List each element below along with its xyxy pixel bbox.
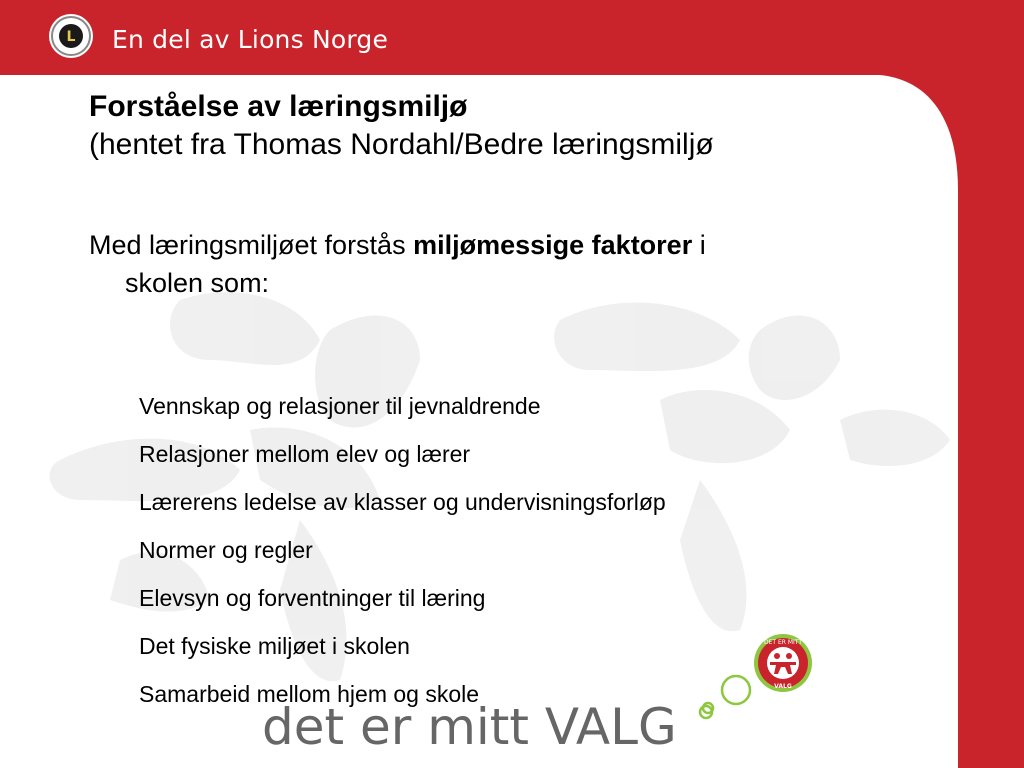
list-item: Lærerens ledelse av klasser og undervisningsforløp (139, 489, 666, 515)
footer-logo-text: det er mitt VALG (262, 698, 677, 756)
title-main: Forståelse av læringsmiljø (89, 90, 468, 123)
list-item: Samarbeid mellom hjem og skole (139, 681, 480, 707)
list-item: Det fysiske miljøet i skolen (139, 633, 410, 659)
list-item: Normer og regler (139, 537, 313, 563)
list-item: Elevsyn og forventninger til læring (139, 585, 486, 611)
intro-emphasis: miljømessige faktorer (413, 230, 693, 260)
factor-list (139, 382, 666, 718)
svg-text:L: L (66, 29, 76, 45)
intro-text-line2: skolen som: (125, 268, 270, 298)
decorative-rings-icon (700, 672, 756, 718)
intro-text-before: Med læringsmiljøet forstås (89, 230, 414, 260)
list-item: Vennskap og relasjoner til jevnaldrende (139, 393, 541, 419)
list-item: Relasjoner mellom elev og lærer (139, 441, 471, 467)
program-badge-icon (752, 632, 814, 694)
slide-title (89, 88, 949, 164)
intro-paragraph (89, 226, 909, 302)
lions-emblem-icon (47, 12, 95, 60)
badge-text-top: DET ER MITT (763, 639, 803, 646)
footer-logo (262, 692, 722, 762)
intro-text-after: i (692, 230, 706, 260)
badge-text-bottom: VALG (774, 683, 792, 690)
header-org-text: En del av Lions Norge (112, 25, 389, 54)
title-subtitle: (hentet fra Thomas Nordahl/Bedre læringsmiljø (89, 128, 714, 161)
